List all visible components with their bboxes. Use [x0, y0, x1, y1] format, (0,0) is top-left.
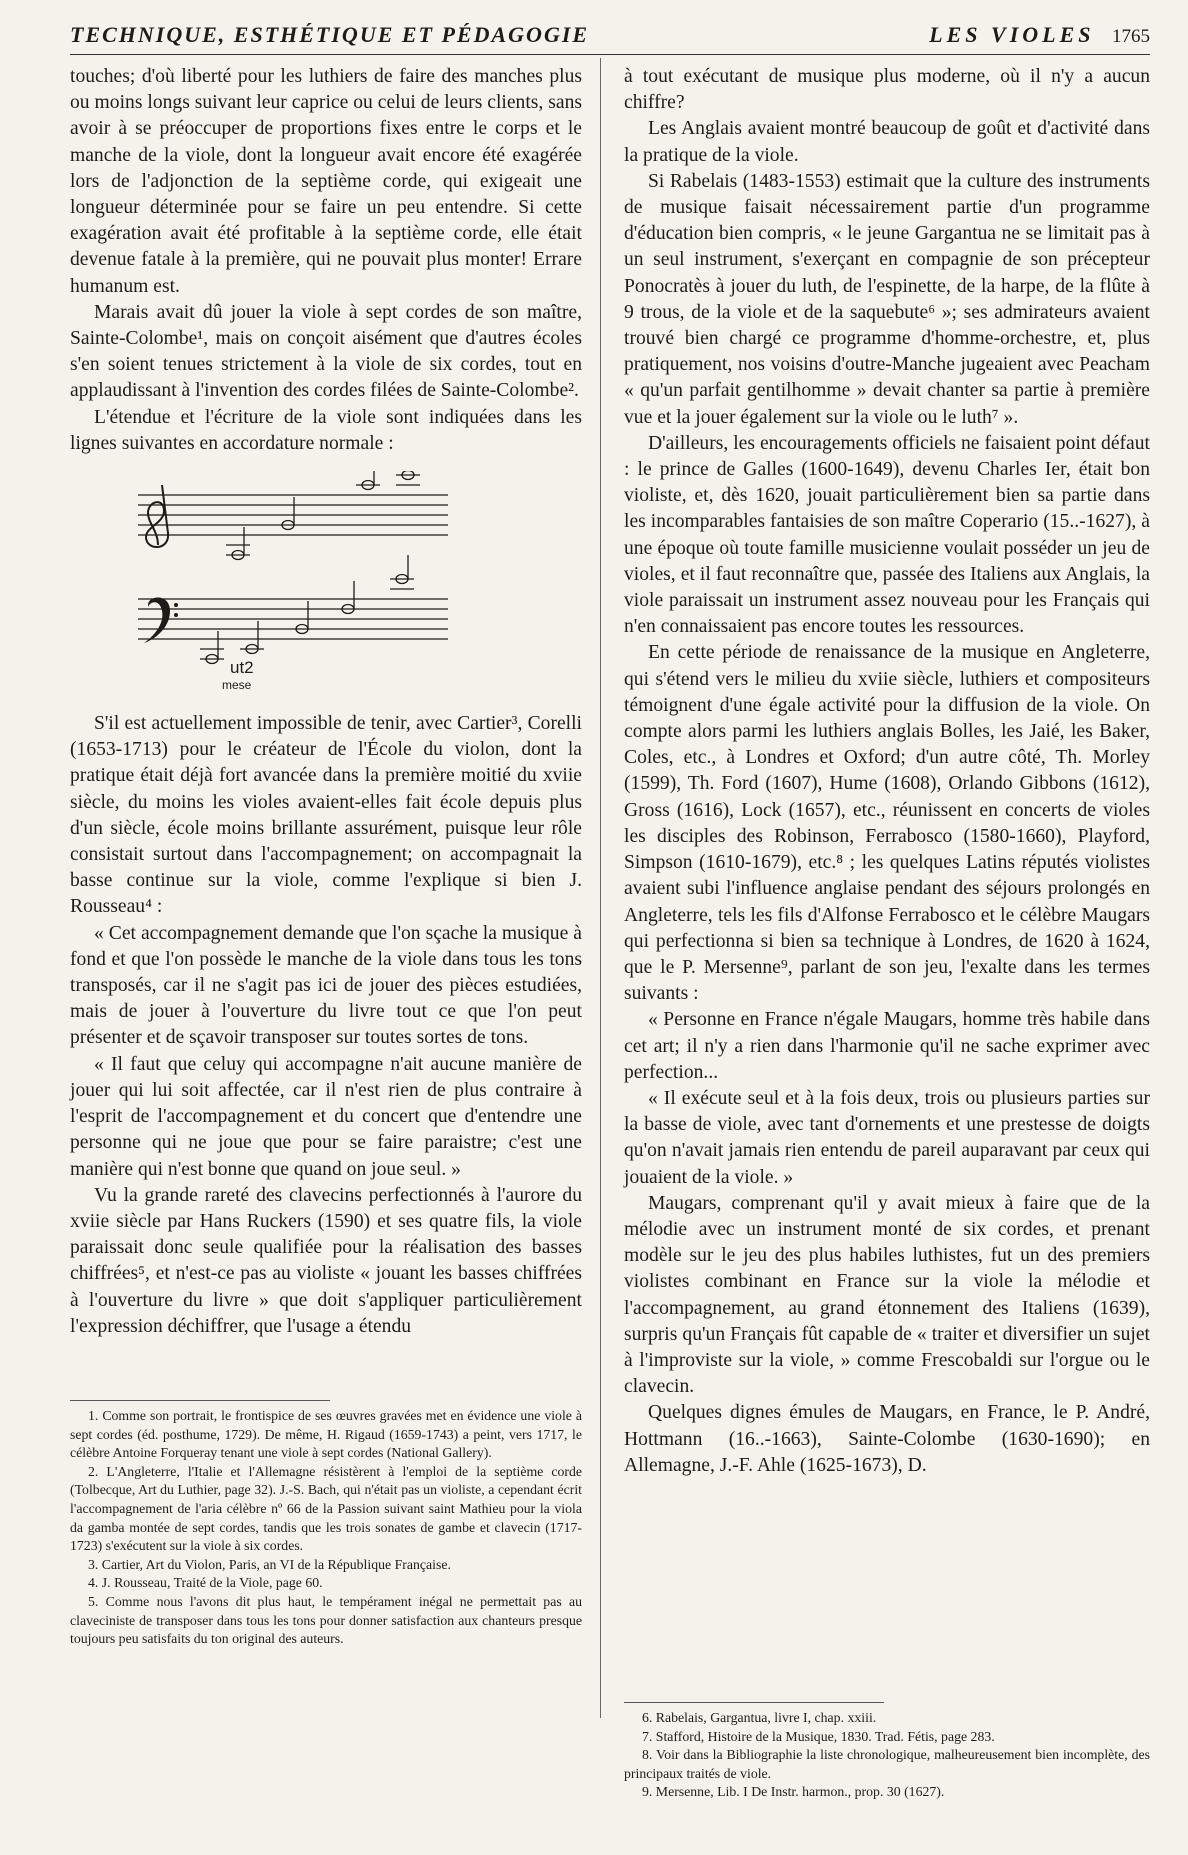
paragraph: L'étendue et l'écriture de la viole sont indiquées dans les lignes suivantes en accordature normale : — [70, 406, 582, 454]
footnote-rule — [624, 1702, 884, 1703]
paragraph: Maugars, comprenant qu'il y avait mieux à faire que de la mélodie avec un instrument monté de six cordes, et prenant modèle sur le jeu des plus habiles luthistes, fut un des premiers violistes combinant en France sur la viole la mélodie et l'accompagnement, au grand étonnement des Italiens (1639), surpris qu'un Français fût capable de « traiter et diversifier un sujet à l'improviste sur la viole, » comme Frescobaldi sur l'orgue ou le clavecin. — [624, 1192, 1150, 1398]
left-column — [70, 64, 582, 1340]
paragraph: Quelques dignes émules de Maugars, en France, le P. André, Hottmann (16..-1663), Sainte-Colombe (1630-1690); en Allemagne, J.-F. Ahle (1625-1673), D. — [624, 1402, 1150, 1476]
paragraph: touches; d'où liberté pour les luthiers de faire des manches plus ou moins longs suivant leur caprice ou celui de leurs clients, sans avoir à se préoccuper de proportions fixes entre le corps et le manche de la viole, dont la longueur avait encore été exagérée lors de l'adjonction de la septième corde, qui exigeait une longueur déterminée pour se faire un peu entendre. Si cette exagération avait été profitable à la septième corde, elle était devenue fatale à la première, qui ne pouvait plus monter! Errare humanum est. — [70, 66, 582, 297]
left-footnotes — [70, 1400, 582, 1649]
footnote-rule — [70, 1400, 330, 1401]
footnote: 9. Mersenne, Lib. I De Instr. harmon., prop. 30 (1627). — [642, 1784, 945, 1800]
header-section-title: TECHNIQUE, ESTHÉTIQUE ET PÉDAGOGIE — [70, 22, 590, 47]
footnote: 7. Stafford, Histoire de la Musique, 1830. Trad. Fétis, page 283. — [642, 1728, 995, 1744]
quotation-paragraph: « Il exécute seul et à la fois deux, trois ou plusieurs parties sur la basse de viole, avec tant d'ornements et une prestesse de doigts qu'on n'avait jamais rien entendu de pareil auparavant par ceux qui jouaient de la viole. » — [624, 1087, 1150, 1188]
music-label-ut2: ut2 — [230, 658, 254, 678]
footnote: 4. J. Rousseau, Traité de la Viole, page 60. — [88, 1575, 323, 1591]
paragraph: à tout exécutant de musique plus moderne, où il n'y a aucun chiffre? — [624, 66, 1150, 114]
footnote: 3. Cartier, Art du Violon, Paris, an VI de la République Française. — [88, 1556, 451, 1572]
paragraph: S'il est actuellement impossible de tenir, avec Cartier³, Corelli (1653-1713) pour le créateur de l'École du violon, dont la pratique était déjà fort avancée dans la première moitié du xviie siècle, du moins les violes avaient-elles fait école depuis plus d'un siècle, école moins brillante assurément, puisque leur rôle consistait surtout dans l'accompagnement; on accompagnait la basse continue sur la viole, comme l'explique si bien J. Rousseau⁴ : — [70, 713, 582, 918]
footnote: 2. L'Angleterre, l'Italie et l'Allemagne résistèrent à l'emploi de la septième corde (Tolbecque, Art du Luthier, page 32). J.-S. Bach, qui n'était pas un violiste, a cependant écrit l'accompagnement de l'aria célèbre nº 66 de la Passion suivant saint Mathieu pour la viola da gamba montée de sept cordes, tandis que les trois sonates de gambe et clavecin (1717-1723) s'exécutent sur la viole à six cordes. — [70, 1463, 582, 1554]
footnote: 6. Rabelais, Gargantua, livre I, chap. xxiii. — [642, 1710, 877, 1725]
running-header — [70, 20, 1150, 55]
paragraph: D'ailleurs, les encouragements officiels ne faisaient point défaut : le prince de Galles (1600-1649), devenu Charles Ier, était bon violiste, et, dès 1620, jouait particulièrement bien sa partie dans les incomparables fantaisies de son maître Coperario (15..-1627), à une époque où toute famille musicienne voulait posséder un jeu de violes, et il faut reconnaître que, passée des Italiens aux Anglais, la viole paraissait un instrument assez nouveau pour les Français qui n'en connaissaient pas encore toutes les ressources. — [624, 432, 1150, 638]
page-number: 1765 — [1112, 26, 1150, 47]
quotation-paragraph: « Il faut que celuy qui accompagne n'ait aucune manière de jouer qui lui soit affectée, car il n'est rien de plus contraire à l'esprit de l'accompagnement et du concert que d'entendre une personne qui ne joue que pour se faire paraistre; c'est une manière qui n'est bonne que quand on joue seul. » — [70, 1053, 582, 1180]
right-column — [624, 64, 1150, 1479]
column-divider — [600, 58, 601, 1718]
footnote: 1. Comme son portrait, le frontispice de ses œuvres gravées met en évidence une viole à sept cordes (éd. posthume, 1729). De même, H. Rigaud (1659-1743) a peint, vers 1717, le célèbre Antoine Forqueray tenant une viole à sept cordes (National Gallery). — [70, 1408, 582, 1461]
paragraph: Marais avait dû jouer la viole à sept cordes de son maître, Sainte-Colombe¹, mais on conçoit aisément que d'autres écoles s'en soient tenues strictement à la viole de six cordes, tout en applaudissant à l'invention des cordes filées de Sainte-Colombe². — [70, 301, 582, 402]
footnote: 8. Voir dans la Bibliographie la liste chronologique, malheureusement bien incomplète, des principaux traités de viole. — [624, 1747, 1150, 1781]
paragraph: Si Rabelais (1483-1553) estimait que la culture des instruments de musique faisait nécessairement partie d'un programme d'éducation bien compris, « le jeune Gargantua ne se limitait pas à un seul instrument, s'exerçant en compagnie de son précepteur Ponocratès à jouer du luth, de l'espinette, de la harpe, de la flûte à 9 trous, de la viole et de la saquebute⁶ »; ses admirateurs avaient trouvé bien chargé ce programme d'homme-orchestre, et, plus pratiquement, nos voisins d'outre-Manche jugeaient avec Peacham « qu'un parfait gentilhomme » devait chanter sa partie à première vue et la jouer également sur la viole ou le luth⁷ ». — [624, 170, 1150, 428]
header-chapter-label: LES VIOLES — [929, 22, 1095, 47]
paragraph: En cette période de renaissance de la musique en Angleterre, qui s'étend vers le milieu du xviie siècle, luthiers et compositeurs témoignent d'une égale activité pour la diffusion de la viole. On compte alors parmi les luthiers anglais Bolles, les Jaié, les Baker, Coles, etc., à Londres et Oxford; d'un autre côté, Th. Morley (1599), Th. Ford (1607), Hume (1608), Orlando Gibbons (1612), Gross (1616), Lock (1657), etc., réunissent en concerts de violes les disciples des Robinson, Ferrabosco (1580-1660), Playford, Simpson (1610-1679), etc.⁸ ; les quelques Latins réputés violistes avaient subi l'influence anglaise pendant des séjours prolongés en Angleterre, tels les fils d'Alfonse Ferrabosco et le célèbre Maugars qui perfectionna si bien sa technique à Londres, de 1620 à 1624, que le P. Mersenne⁹, parlant de son jeu, l'exalte dans les termes suivants : — [624, 642, 1150, 1005]
quotation-paragraph: « Cet accompagnement demande que l'on sçache la musique à fond et que l'on possède le manche de la viole dans tous les tons transposés, car il ne s'agit pas ici de jouer des pièces estudiées, mais de jouer à l'ouverture du livre tout ce que l'on peut présenter et de sçavoir transposer sur toutes sortes de tons. — [70, 922, 582, 1049]
quotation-paragraph: « Personne en France n'égale Maugars, homme très habile dans cet art; il n'y a rien dans l'harmonie qu'il ne sache exprimer avec perfection... — [624, 1009, 1150, 1083]
footnote: 5. Comme nous l'avons dit plus haut, le tempérament inégal ne permettait pas au claveciniste de transposer dans tous les tons pour donner satisfaction aux chanteurs presque toujours peu satisfaits du ton original des auteurs. — [70, 1593, 582, 1647]
paragraph: Les Anglais avaient montré beaucoup de goût et d'activité dans la pratique de la viole. — [624, 118, 1150, 166]
paragraph: Vu la grande rareté des clavecins perfectionnés à l'aurore du xviie siècle par Hans Ruckers (1590) et ses quatre fils, la viole paraissait donc seule qualifiée pour la réalisation des basses chiffrées⁵, et n'est-ce pas au violiste « jouant les basses chiffrées à l'ouverture du livre » que doit s'appliquer particulièrement l'expression déchiffrer, que l'usage a étendu — [70, 1184, 582, 1337]
music-notation-range — [118, 471, 548, 695]
header-chapter-title — [929, 22, 1150, 48]
right-footnotes — [624, 1702, 1150, 1802]
music-label-mese: mese — [222, 678, 252, 693]
